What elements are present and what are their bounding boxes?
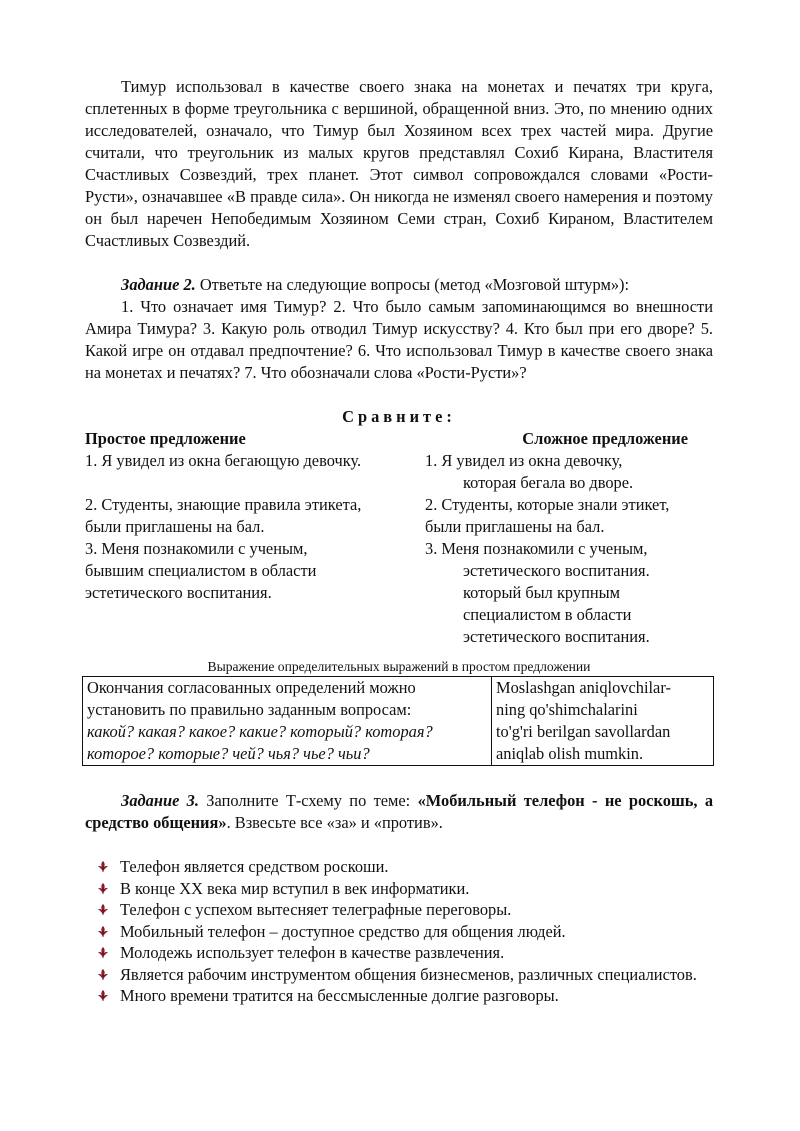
list-item xyxy=(85,878,713,900)
complex-example-1-line: которая бегала во дворе. xyxy=(463,473,634,492)
flower-bullet-icon xyxy=(97,860,109,873)
simple-example-2-line: были приглашены на бал. xyxy=(85,517,265,536)
simple-example-1-line: 1. Я увидел из окна бегающую девочку. xyxy=(85,451,362,470)
list-item xyxy=(85,964,713,986)
complex-example-3-line: эстетического воспитания. xyxy=(463,561,650,580)
table-questions-line: какой? какая? какое? какие? который? которая? xyxy=(87,722,433,741)
complex-example-3-line: эстетического воспитания. xyxy=(463,627,650,646)
complex-example-3-line: 3. Меня познакомили с ученым, xyxy=(425,539,648,558)
complex-example-2-line: были приглашены на бал. xyxy=(425,517,605,536)
task3-paragraph xyxy=(85,790,713,834)
list-item-text: Телефон с успехом вытесняет телеграфные переговоры. xyxy=(120,900,512,919)
compare-section xyxy=(85,428,713,648)
list-item-text: В конце XX века мир вступил в век информатики. xyxy=(120,878,470,898)
list-item-text: Много времени тратится на бессмысленные долгие разговоры. xyxy=(120,986,559,1005)
task2-questions: 1. Что означает имя Тимур? 2. Что было самым запоминающимся во внешности Амира Тимура? 3. Какую роль отводил Тимур искусству? 4. Кто был при его дворе? 5. Какой игре он отдавал предпочтение? 6. Что использовал Тимур в качестве своего знака на монетах и печатях? 7. Что обозначали слова «Рости-Русти»? xyxy=(85,297,713,382)
spacer-line xyxy=(85,472,425,494)
compare-left-column xyxy=(85,428,425,648)
list-item xyxy=(85,985,713,1007)
table-questions-line: которое? которые? чей? чья? чье? чьи? xyxy=(87,744,370,763)
bullet-list xyxy=(85,856,713,1007)
list-item xyxy=(85,856,713,878)
flower-bullet-icon xyxy=(97,946,109,959)
task3-text-before: Заполните Т-схему по теме: xyxy=(198,791,418,810)
complex-example-2-line: 2. Студенты, которые знали этикет, xyxy=(425,495,670,514)
compare-right-column xyxy=(425,428,713,648)
table-cell-uzbek xyxy=(492,677,714,766)
complex-sentence-title: Сложное предложение xyxy=(522,429,688,448)
compare-heading: Сравните: xyxy=(342,407,456,426)
task3-topic: «Мобильный телефон - не роскошь, а средство общения» xyxy=(85,791,714,832)
list-item-text: Телефон является средством роскоши. xyxy=(120,857,389,876)
table-caption: Выражение определительных выражений в простом предложении xyxy=(207,659,591,674)
list-item xyxy=(85,942,713,964)
table-text-line: Moslashgan aniqlovchilar- xyxy=(496,678,671,697)
definitions-table xyxy=(82,676,714,766)
flower-bullet-icon xyxy=(97,925,109,938)
flower-bullet-icon xyxy=(97,882,109,895)
list-item-text: Является рабочим инструментом общения бизнесменов, различных специалистов. xyxy=(120,964,697,984)
table-text-line: установить по правильно заданным вопросам: xyxy=(87,700,412,719)
list-item xyxy=(85,921,713,943)
document-page xyxy=(85,76,713,1007)
simple-sentence-title: Простое предложение xyxy=(85,429,246,448)
flower-bullet-icon xyxy=(97,989,109,1002)
list-item xyxy=(85,899,713,921)
task2-instruction-text: Ответьте на следующие вопросы (метод «Мозговой штурм»): xyxy=(195,275,630,294)
table-cell-russian xyxy=(83,677,492,766)
list-item-text: Мобильный телефон – доступное средство для общения людей. xyxy=(120,921,566,941)
flower-bullet-icon xyxy=(97,968,109,981)
table-text-line: Окончания согласованных определений можно xyxy=(87,678,416,697)
flower-bullet-icon xyxy=(97,903,109,916)
intro-paragraph: Тимур использовал в качестве своего знака на монетах и печатях три круга, сплетенных в форме треугольника с вершиной, обращенной вниз. Это, по мнению одних исследователей, означало, что Тимур был Хозяином всех трех частей мира. Другие считали, что треугольник из малых кругов представлял Сохиб Кирана, Властителя Счастливых Созвездий, трех планет. Этот символ сопровождался словами «Рости-Русти», означавшее «В правде сила». Он никогда не изменял своего намерения и поэтому он был наречен Непобедимым Хозяином Семи стран, Сохиб Кираном, Властителем Счастливых Созвездий. xyxy=(85,77,713,250)
complex-example-3-line: специалистом в области xyxy=(463,605,632,624)
list-item-text: Молодежь использует телефон в качестве развлечения. xyxy=(120,943,505,962)
task2-instruction xyxy=(85,274,713,296)
complex-example-1-line: 1. Я увидел из окна девочку, xyxy=(425,451,623,470)
task3-text-after: . Взвесьте все «за» и «против». xyxy=(226,813,443,832)
table-text-line: aniqlab olish mumkin. xyxy=(496,744,644,763)
task3-label: Задание 3. xyxy=(121,791,199,810)
table-row xyxy=(83,677,714,766)
table-text-line: to'g'ri berilgan savollardan xyxy=(496,722,671,741)
complex-example-3-line: который был крупным xyxy=(463,583,621,602)
simple-example-3-line: эстетического воспитания. xyxy=(85,583,272,602)
task2-label: Задание 2. xyxy=(121,275,196,294)
simple-example-2-line: 2. Студенты, знающие правила этикета, xyxy=(85,495,362,514)
simple-example-3-line: 3. Меня познакомили с ученым, xyxy=(85,539,308,558)
table-text-line: ning qo'shimchalarini xyxy=(496,700,638,719)
simple-example-3-line: бывшим специалистом в области xyxy=(85,561,317,580)
